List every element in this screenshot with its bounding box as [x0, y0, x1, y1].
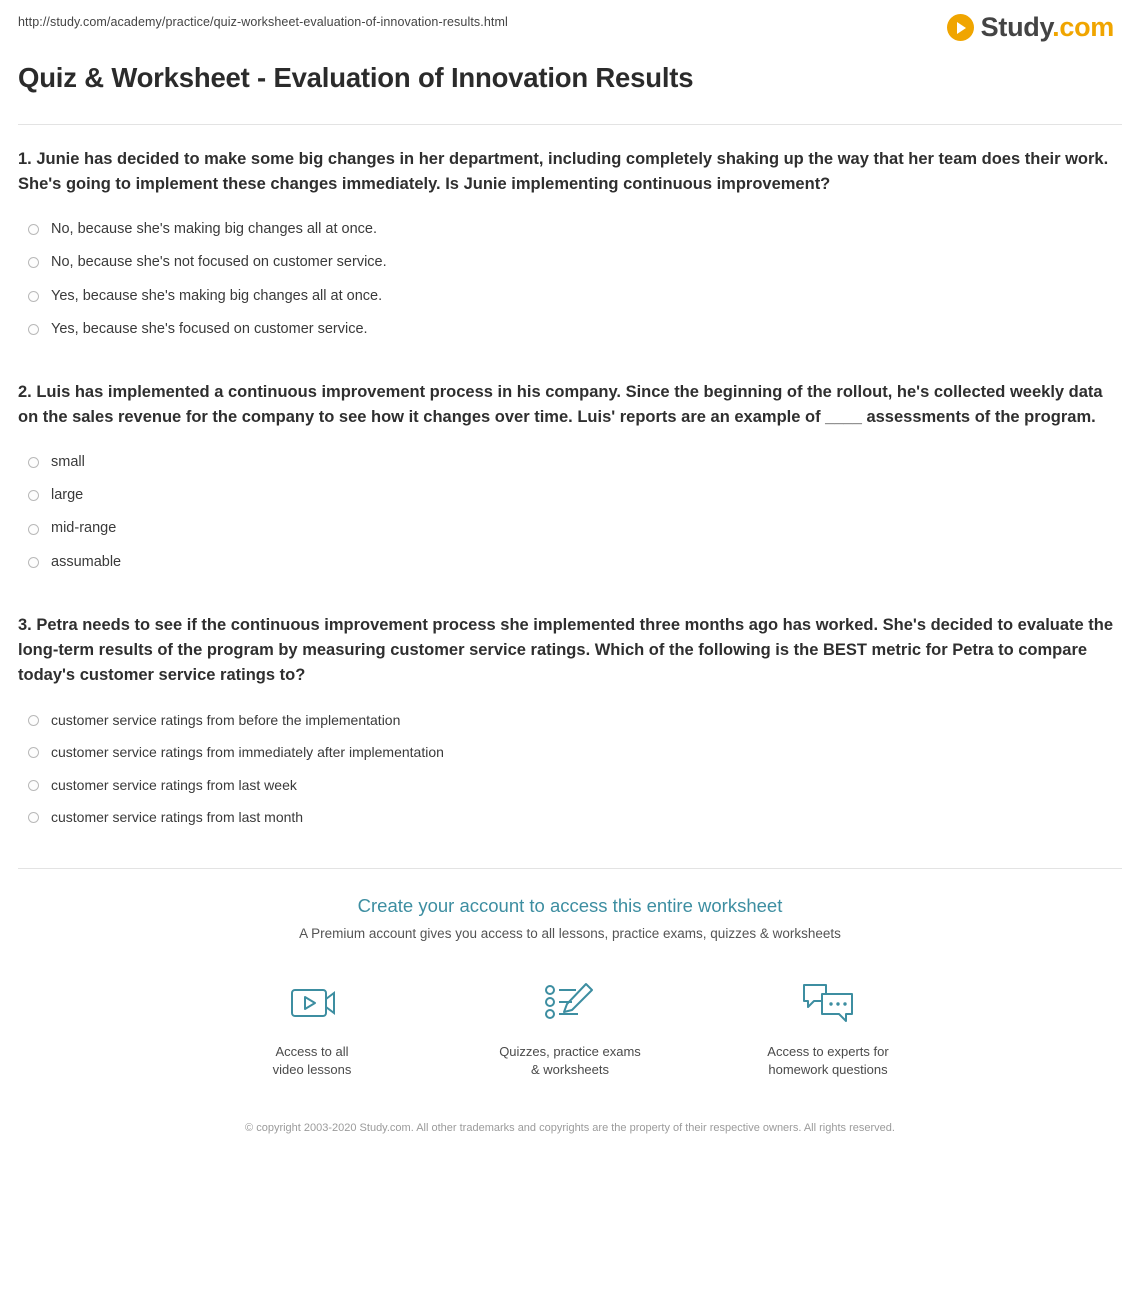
answer-choices: [18, 213, 1122, 346]
radio-button-icon[interactable]: [28, 524, 39, 535]
promo-features: [18, 977, 1122, 1081]
feature-label: [237, 1043, 387, 1081]
copyright-text: © copyright 2003-2020 Study.com. All other trademarks and copyrights are the property of their respective owners. All rights reserved.: [245, 1122, 895, 1135]
answer-label: No, because she's not focused on customer service.: [51, 254, 387, 271]
browser-topbar: [0, 0, 1140, 58]
answer-option[interactable]: [18, 213, 1122, 246]
question-text: 1. Junie has decided to make some big changes in her department, including completely shaking up the way that her team does their work. She's going to implement these changes immediately. Is Junie implementing continuous improvement?: [18, 150, 1109, 194]
promo-section: [0, 869, 1140, 1159]
answer-label: customer service ratings from last week: [51, 776, 297, 793]
answer-option[interactable]: [18, 246, 1122, 279]
promo-subtext: A Premium account gives you access to all lessons, practice exams, quizzes & worksheets: [299, 925, 841, 941]
answer-label: Yes, because she's making big changes all at once.: [51, 287, 383, 304]
answer-option[interactable]: [18, 280, 1122, 313]
answer-option[interactable]: [18, 446, 1122, 479]
radio-button-icon[interactable]: [28, 257, 39, 268]
title-section: [0, 58, 1140, 110]
feature-item: [753, 977, 903, 1081]
radio-button-icon[interactable]: [28, 747, 39, 758]
logo-brand: Study: [980, 12, 1053, 42]
question-item: [18, 380, 1122, 579]
radio-button-icon[interactable]: [28, 812, 39, 823]
question-text: 3. Petra needs to see if the continuous improvement process she implemented three months ago has worked. She's decided to evaluate the long-term results of the program by measuring customer service ratings. Which of the following is the BEST metric for Petra to compare today's customer service ratings to?: [18, 615, 1114, 684]
page-title: Quiz & Worksheet - Evaluation of Innovation Results: [18, 62, 694, 93]
answer-label: assumable: [51, 553, 122, 570]
questions-list: [0, 125, 1140, 834]
feature-label-line2: homework questions: [768, 1062, 888, 1078]
logo-text: [981, 12, 1114, 43]
answer-label: customer service ratings from immediately after implementation: [51, 744, 444, 761]
answer-label: No, because she's making big changes all at once.: [51, 221, 377, 238]
feature-item: [237, 977, 387, 1081]
answer-label: Yes, because she's focused on customer service.: [51, 320, 368, 337]
feature-label: [495, 1043, 645, 1081]
study-com-logo[interactable]: [947, 12, 1122, 43]
chat-bubbles-icon: [753, 977, 903, 1029]
radio-button-icon[interactable]: [28, 224, 39, 235]
radio-button-icon[interactable]: [28, 457, 39, 468]
feature-label-line1: Access to all: [275, 1043, 349, 1059]
question-text: 2. Luis has implemented a continuous improvement process in his company. Since the beginning of the rollout, he's collected weekly data on the sales revenue for the company to see how it changes over time. Luis' reports are an example of ____ assessments of the program.: [18, 382, 1103, 426]
feature-label-line1: Access to experts for: [767, 1043, 889, 1059]
play-circle-icon: [947, 14, 974, 41]
answer-choices: [18, 704, 1122, 834]
answer-label: large: [51, 487, 84, 504]
radio-button-icon[interactable]: [28, 557, 39, 568]
feature-label-line1: Quizzes, practice exams: [499, 1043, 641, 1059]
create-account-link[interactable]: Create your account to access this entire worksheet: [357, 894, 783, 916]
feature-label-line2: video lessons: [272, 1062, 352, 1078]
radio-button-icon[interactable]: [28, 291, 39, 302]
question-item: [18, 147, 1122, 346]
answer-choices: [18, 446, 1122, 579]
page-url: http://study.com/academy/practice/quiz-worksheet-evaluation-of-innovation-results.html: [18, 15, 508, 29]
answer-label: customer service ratings from before the implementation: [51, 712, 401, 729]
radio-button-icon[interactable]: [28, 324, 39, 335]
answer-option[interactable]: [18, 769, 1122, 801]
answer-option[interactable]: [18, 736, 1122, 768]
feature-label-line2: & worksheets: [530, 1062, 610, 1078]
answer-label: customer service ratings from last month: [51, 809, 304, 826]
answer-option[interactable]: [18, 479, 1122, 512]
answer-label: mid-range: [51, 520, 117, 537]
answer-option[interactable]: [18, 313, 1122, 346]
radio-button-icon[interactable]: [28, 490, 39, 501]
feature-item: [495, 977, 645, 1081]
answer-label: small: [51, 454, 85, 471]
feature-label: [753, 1043, 903, 1081]
question-item: [18, 613, 1122, 834]
logo-suffix: .com: [1052, 12, 1114, 42]
answer-option[interactable]: [18, 546, 1122, 579]
video-play-icon: [237, 977, 387, 1029]
radio-button-icon[interactable]: [28, 715, 39, 726]
answer-option[interactable]: [18, 512, 1122, 545]
answer-option[interactable]: [18, 801, 1122, 833]
radio-button-icon[interactable]: [28, 780, 39, 791]
quiz-checklist-icon: [495, 977, 645, 1029]
answer-option[interactable]: [18, 704, 1122, 736]
